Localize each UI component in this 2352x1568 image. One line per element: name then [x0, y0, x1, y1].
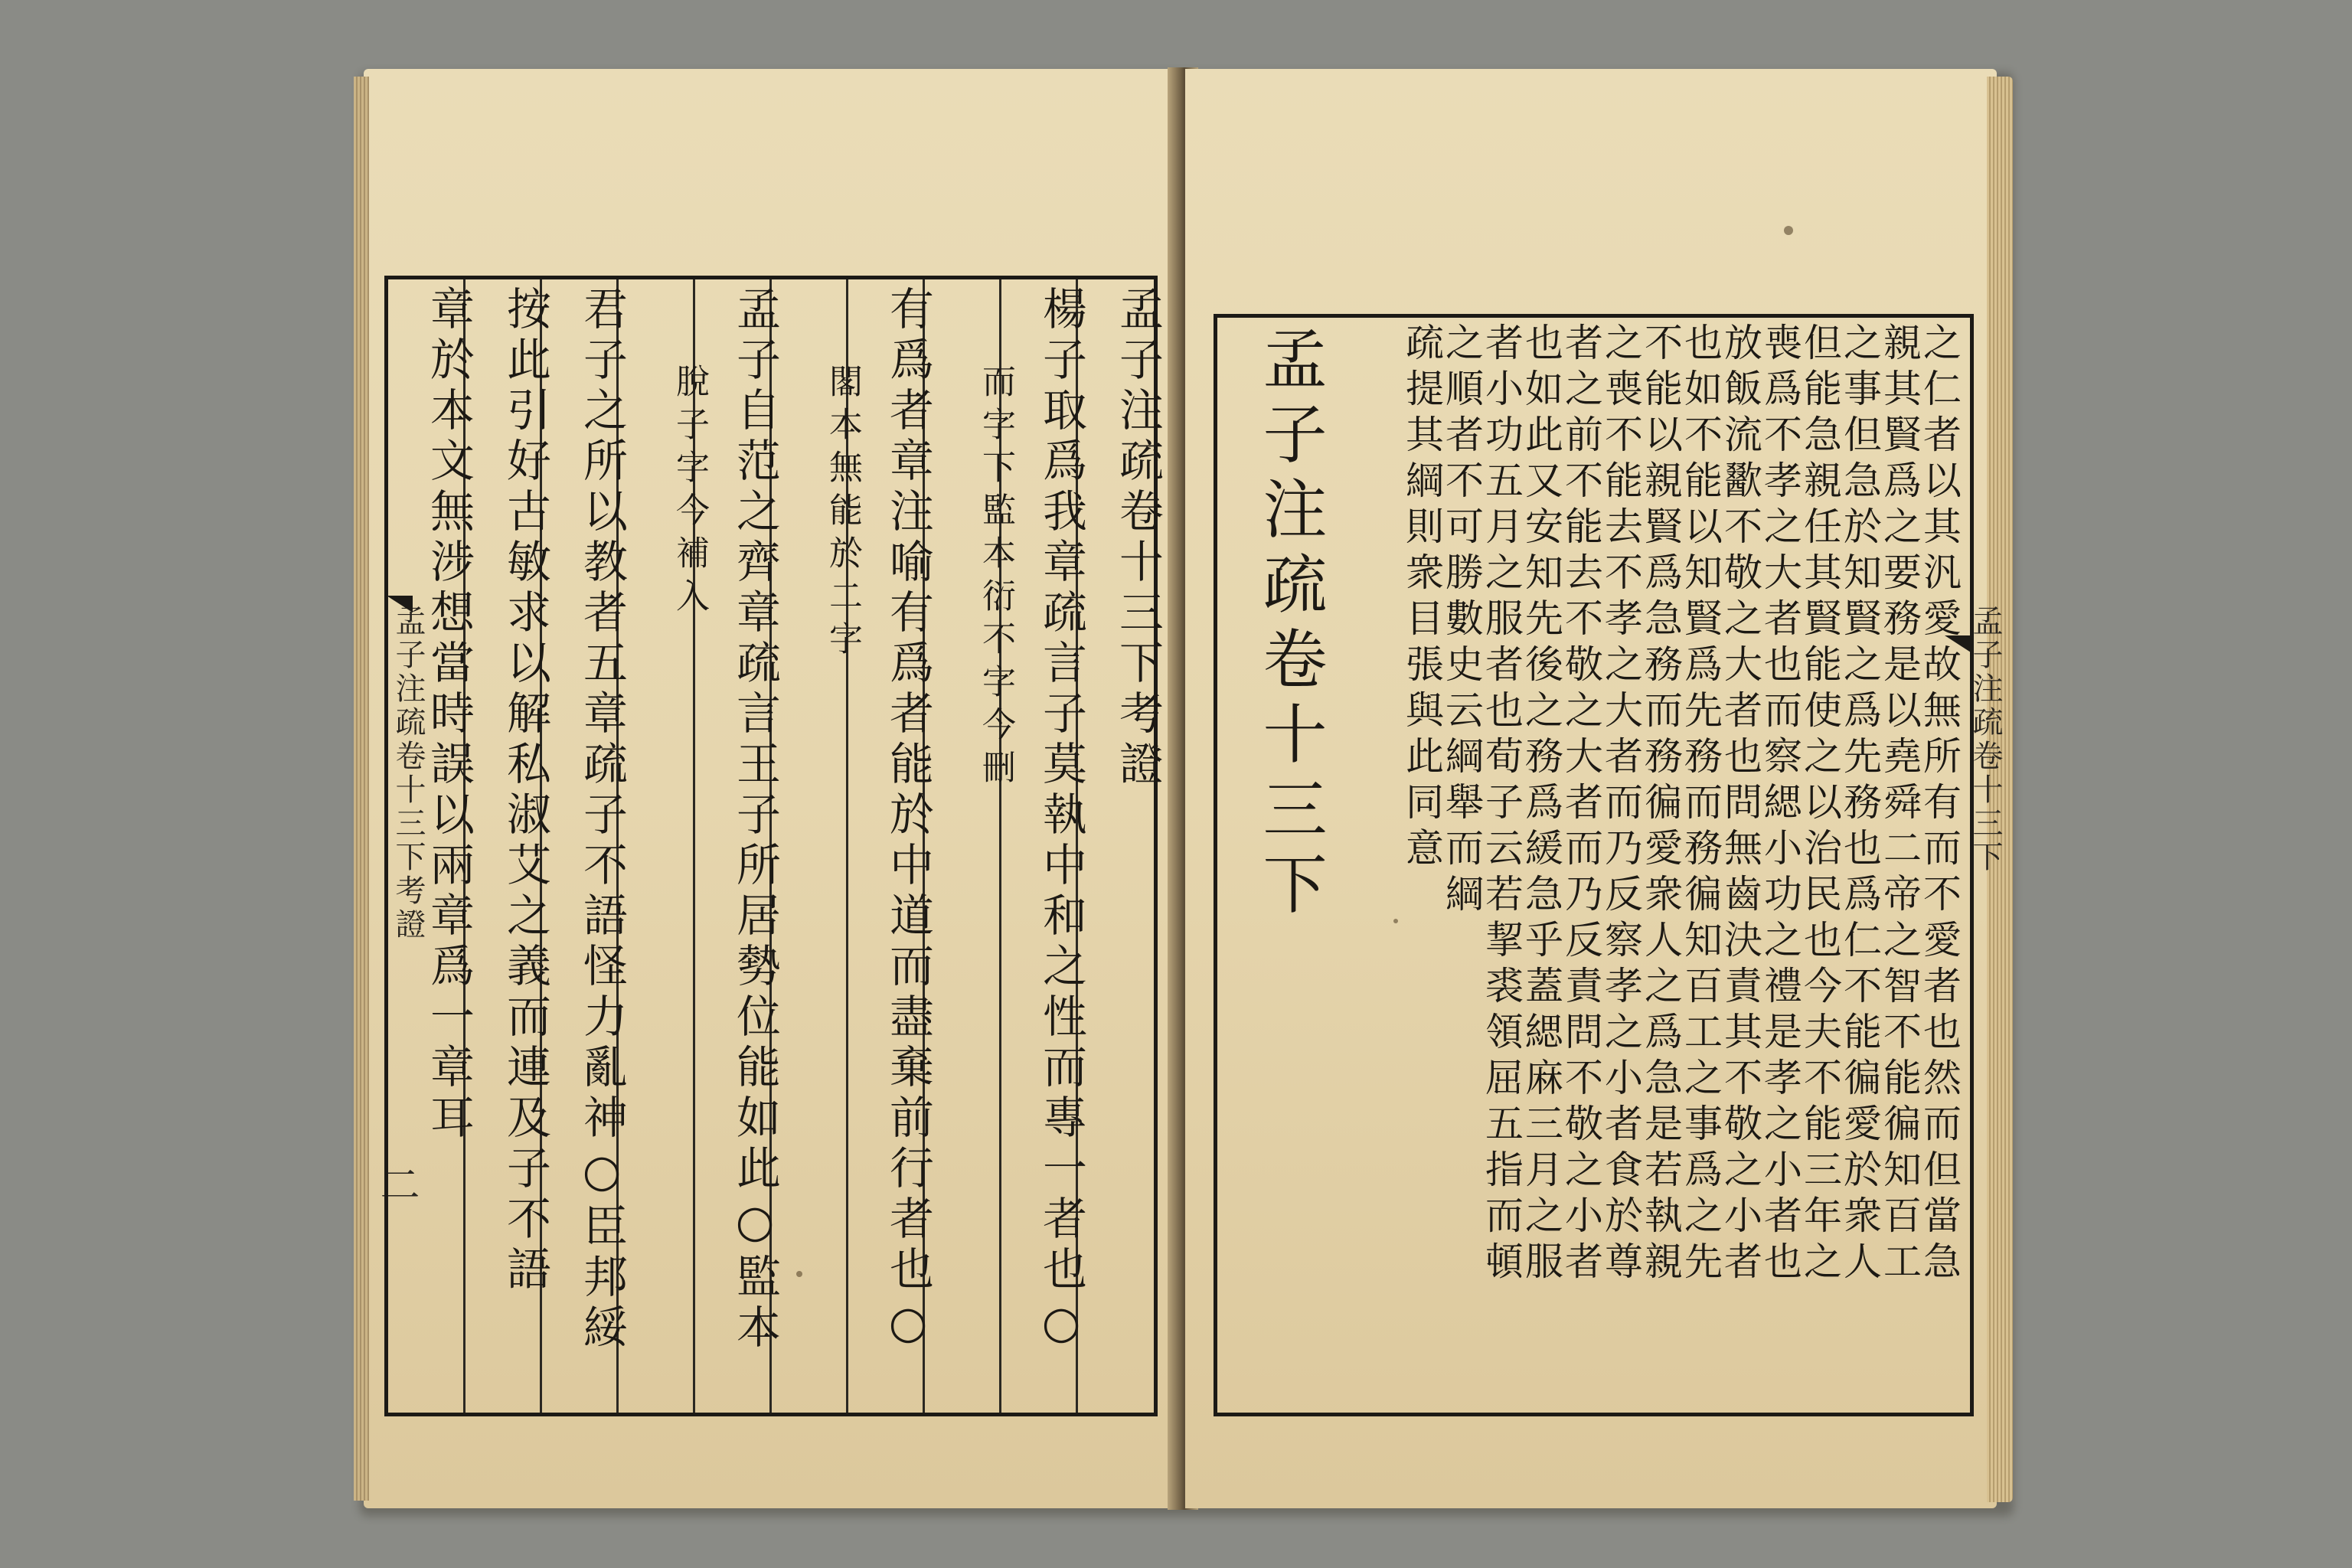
right-text-column: [1561, 318, 1601, 1413]
right-column-text: 疏提其綱則衆目張與此同意: [1400, 322, 1444, 874]
right-text-column: [1760, 318, 1800, 1413]
stain: [796, 1271, 802, 1277]
stain: [1784, 226, 1793, 235]
right-text-column: [1638, 318, 1683, 1413]
left-column-text: 孟子注疏卷十三下考證: [1112, 286, 1164, 791]
right-text-column: [1840, 318, 1880, 1413]
right-text-column: [1800, 318, 1840, 1413]
left-page-edge: [354, 77, 369, 1501]
left-text-column: [618, 279, 709, 1413]
left-text-column: [465, 279, 551, 1413]
right-text-column: [1479, 318, 1524, 1413]
right-column-text: 之事但急於知賢之爲先務也爲仁不能徧愛於衆人: [1838, 322, 1882, 1287]
right-column-text: 喪爲不孝之大者也而察緦小功之禮是孝之小者也: [1758, 322, 1802, 1287]
left-page-number: 二: [373, 1164, 419, 1204]
left-text-column: [924, 279, 1015, 1413]
right-title-column: [1248, 318, 1328, 1413]
right-text-column: [1402, 318, 1442, 1413]
right-column-text: 者小功五月之服者也荀子云若挈裘領屈五指而頓: [1479, 322, 1524, 1287]
right-text-column: [1917, 318, 1962, 1413]
right-text-column: [1521, 318, 1561, 1413]
right-title: 孟子注疏卷十三下: [1253, 325, 1328, 926]
right-text-column: [1720, 318, 1760, 1413]
left-text-column: [1077, 279, 1164, 1413]
right-frame: [1214, 314, 1974, 1416]
left-column-text: 閣本無能於二字: [823, 364, 862, 664]
right-column-text: 者之前不能去不敬之大者而乃反責問不敬之小者: [1559, 322, 1603, 1287]
left-column-text: 脫子字今補入: [670, 364, 709, 621]
stain: [1393, 919, 1398, 923]
right-text-column: [1877, 318, 1922, 1413]
left-column-text: 而字下監本衍不字今刪: [976, 364, 1015, 792]
left-text-column: [388, 279, 475, 1413]
left-text-column: [771, 279, 862, 1413]
left-column-text: 孟子自范之齊章疏言王子所居勢位能如此○監本: [729, 286, 781, 1354]
left-text-column: [541, 279, 628, 1413]
right-column-text: 也如不能以知賢爲先務而務徧知百工之事爲之先: [1678, 322, 1723, 1287]
right-column-text: 之喪不能去不孝之大者而乃反察孝之小者食於尊: [1599, 322, 1643, 1287]
left-column-text: 按此引好古敏求以解私淑艾之義而連及子不語: [499, 286, 551, 1296]
right-text-column: [1439, 318, 1484, 1413]
left-fold-label: 孟子注疏卷十三下考證: [390, 605, 426, 942]
right-column-text: 不能以親賢爲急務而務徧愛衆人之爲急是若執親: [1638, 322, 1683, 1287]
right-column-text: 也如此又安知先後之務爲緩急乎蓋緦麻三月之服: [1519, 322, 1563, 1287]
right-text-column: [1601, 318, 1641, 1413]
left-frame: [384, 276, 1164, 1416]
right-column-text: 放飯流歠不敬之大者也問無齒決責其不敬之小者: [1718, 322, 1762, 1287]
left-column-text: 君子之所以教者五章疏子不語怪力亂神○臣邦綏: [576, 286, 628, 1354]
right-fold-label: 孟子注疏卷十三下: [1968, 605, 2003, 874]
right-text-column: [1678, 318, 1723, 1413]
right-column-text: 之仁者以其汎愛故無所有而不愛者也然而但當急: [1917, 322, 1962, 1287]
left-column-text: 有爲者章注喻有爲者能於中道而盡棄前行者也○: [882, 286, 934, 1354]
right-column-text: 親其賢爲之要務是以堯舜二帝之智不能徧知百工: [1877, 322, 1922, 1287]
left-column-text: 章於本文無涉想當時誤以兩章爲一章耳: [423, 286, 475, 1145]
left-column-text: 楊子取爲我章疏言子莫執中和之性而專一者也○: [1035, 286, 1087, 1354]
right-column-text: 但能急親任其賢能使之以治民也今夫不能三年之: [1798, 322, 1842, 1287]
right-column-text: 之順者不可勝數史云綱舉而綱: [1439, 322, 1484, 920]
